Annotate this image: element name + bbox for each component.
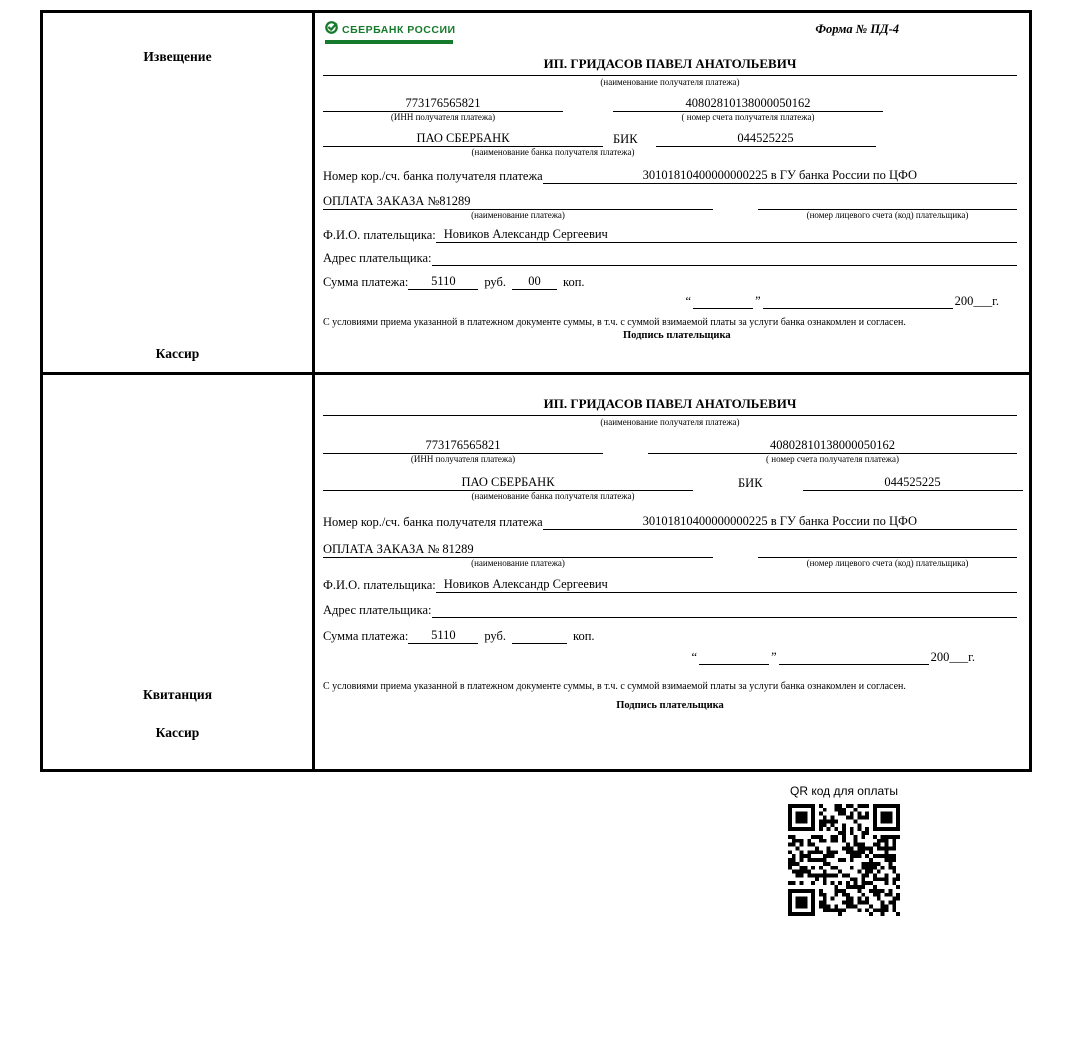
account-caption: ( номер счета получателя платежа) xyxy=(766,454,899,464)
address-label: Адрес плательщика: xyxy=(323,251,432,265)
payment-name-caption: (наименование платежа) xyxy=(471,210,565,220)
form-number: Форма № ПД-4 xyxy=(815,22,899,36)
signature-label: Подпись плательщика xyxy=(616,699,724,711)
date-open-quote: “ xyxy=(685,294,692,308)
date-day-blank xyxy=(693,308,753,309)
personal-account-caption: (номер лицевого счета (код) плательщика) xyxy=(806,210,969,220)
qr-code xyxy=(788,804,900,916)
account-value: 40802810138000050162 xyxy=(648,438,1017,454)
qr-caption: QR код для оплаты xyxy=(789,784,898,798)
agreement-block xyxy=(323,317,1017,341)
sum-rub-value: 5110 xyxy=(408,628,478,644)
corr-account-value: 30101810400000000225 в ГУ банка России по ЦФО xyxy=(543,168,1017,184)
payer-name-value: Новиков Александр Сергеевич xyxy=(436,577,1017,593)
agreement-text: С условиями приема указанной в платежном документе суммы, в т.ч. с суммой взимаемой платы за услуги банка ознакомлен и согласен. xyxy=(323,317,906,328)
date-day-blank xyxy=(699,664,769,665)
cashier-label: Кассир xyxy=(155,725,200,740)
bank-name-value: ПАО СБЕРБАНК xyxy=(323,475,693,491)
address-blank xyxy=(432,265,1018,266)
sum-label: Сумма платежа: xyxy=(323,275,409,289)
payment-name-value: ОПЛАТА ЗАКАЗА №81289 xyxy=(323,194,713,210)
agreement-text: С условиями приема указанной в платежном документе суммы, в т.ч. с суммой взимаемой платы за услуги банка ознакомлен и согласен. xyxy=(323,681,906,692)
cashier-label: Кассир xyxy=(155,346,200,361)
sum-kop-value: 00 xyxy=(512,274,557,290)
personal-account-caption: (номер лицевого счета (код) плательщика) xyxy=(806,558,969,568)
recipient-name-caption: (наименование получателя платежа) xyxy=(600,77,740,87)
qr-block xyxy=(786,784,902,916)
payer-label: Ф.И.О. плательщика: xyxy=(323,228,436,242)
kop-label: коп. xyxy=(563,275,585,289)
corr-account-value: 30101810400000000225 в ГУ банка России по ЦФО xyxy=(543,514,1017,530)
date-month-blank xyxy=(779,664,929,665)
date-year-label: 200___г. xyxy=(930,650,975,664)
bik-value: 044525225 xyxy=(656,131,876,147)
kop-label: коп. xyxy=(573,629,595,643)
bik-value: 044525225 xyxy=(803,475,1023,491)
address-blank xyxy=(432,617,1018,618)
inn-caption: (ИНН получателя платежа) xyxy=(410,454,516,464)
payer-label: Ф.И.О. плательщика: xyxy=(323,578,436,592)
date-close-quote: ” xyxy=(755,294,761,308)
account-value: 40802810138000050162 xyxy=(613,96,883,112)
recipient-name: ИП. ГРИДАСОВ ПАВЕЛ АНАТОЛЬЕВИЧ xyxy=(323,396,1017,416)
inn-caption: (ИНН получателя платежа) xyxy=(390,112,496,122)
bank-name-value: ПАО СБЕРБАНК xyxy=(323,131,603,147)
sum-rub-value: 5110 xyxy=(408,274,478,290)
corr-account-label: Номер кор./сч. банка получателя платежа xyxy=(323,515,543,529)
bik-label: БИК xyxy=(738,476,763,490)
sum-kop-value xyxy=(512,643,567,644)
rub-label: руб. xyxy=(484,275,506,289)
payment-name-value: ОПЛАТА ЗАКАЗА № 81289 xyxy=(323,542,713,558)
notice-section xyxy=(43,13,1029,375)
payment-form xyxy=(40,10,1032,772)
recipient-name: ИП. ГРИДАСОВ ПАВЕЛ АНАТОЛЬЕВИЧ xyxy=(323,56,1017,76)
corr-account-label: Номер кор./сч. банка получателя платежа xyxy=(323,169,543,183)
notice-left-column xyxy=(43,13,315,372)
account-caption: ( номер счета получателя платежа) xyxy=(681,112,815,122)
receipt-left-column xyxy=(43,375,315,769)
date-open-quote: “ xyxy=(691,650,698,664)
sberbank-logo-icon xyxy=(325,21,338,38)
signature-label: Подпись плательщика xyxy=(623,330,731,341)
rub-label: руб. xyxy=(484,629,506,643)
bik-label: БИК xyxy=(613,132,638,146)
notice-label: Извещение xyxy=(143,49,212,64)
recipient-name-caption: (наименование получателя платежа) xyxy=(600,417,740,427)
inn-value: 773176565821 xyxy=(323,96,563,112)
date-month-blank xyxy=(763,308,953,309)
bank-name-caption: (наименование банка получателя платежа) xyxy=(471,147,635,157)
agreement-block xyxy=(323,681,1017,711)
sberbank-logo xyxy=(325,21,456,44)
inn-value: 773176565821 xyxy=(323,438,603,454)
payer-name-value: Новиков Александр Сергеевич xyxy=(436,227,1017,243)
receipt-content xyxy=(315,375,1029,769)
receipt-label: Квитанция xyxy=(142,687,213,702)
notice-header xyxy=(323,18,1017,54)
date-close-quote: ” xyxy=(771,650,777,664)
address-label: Адрес плательщика: xyxy=(323,603,432,617)
payment-name-caption: (наименование платежа) xyxy=(471,558,565,568)
bank-name-caption: (наименование банка получателя платежа) xyxy=(471,491,635,501)
sberbank-logo-text: СБЕРБАНК РОССИИ xyxy=(342,23,456,36)
sum-label: Сумма платежа: xyxy=(323,629,409,643)
sberbank-logo-bar xyxy=(325,40,453,44)
date-year-label: 200___г. xyxy=(954,294,999,308)
notice-content xyxy=(315,13,1029,372)
receipt-section xyxy=(43,375,1029,769)
